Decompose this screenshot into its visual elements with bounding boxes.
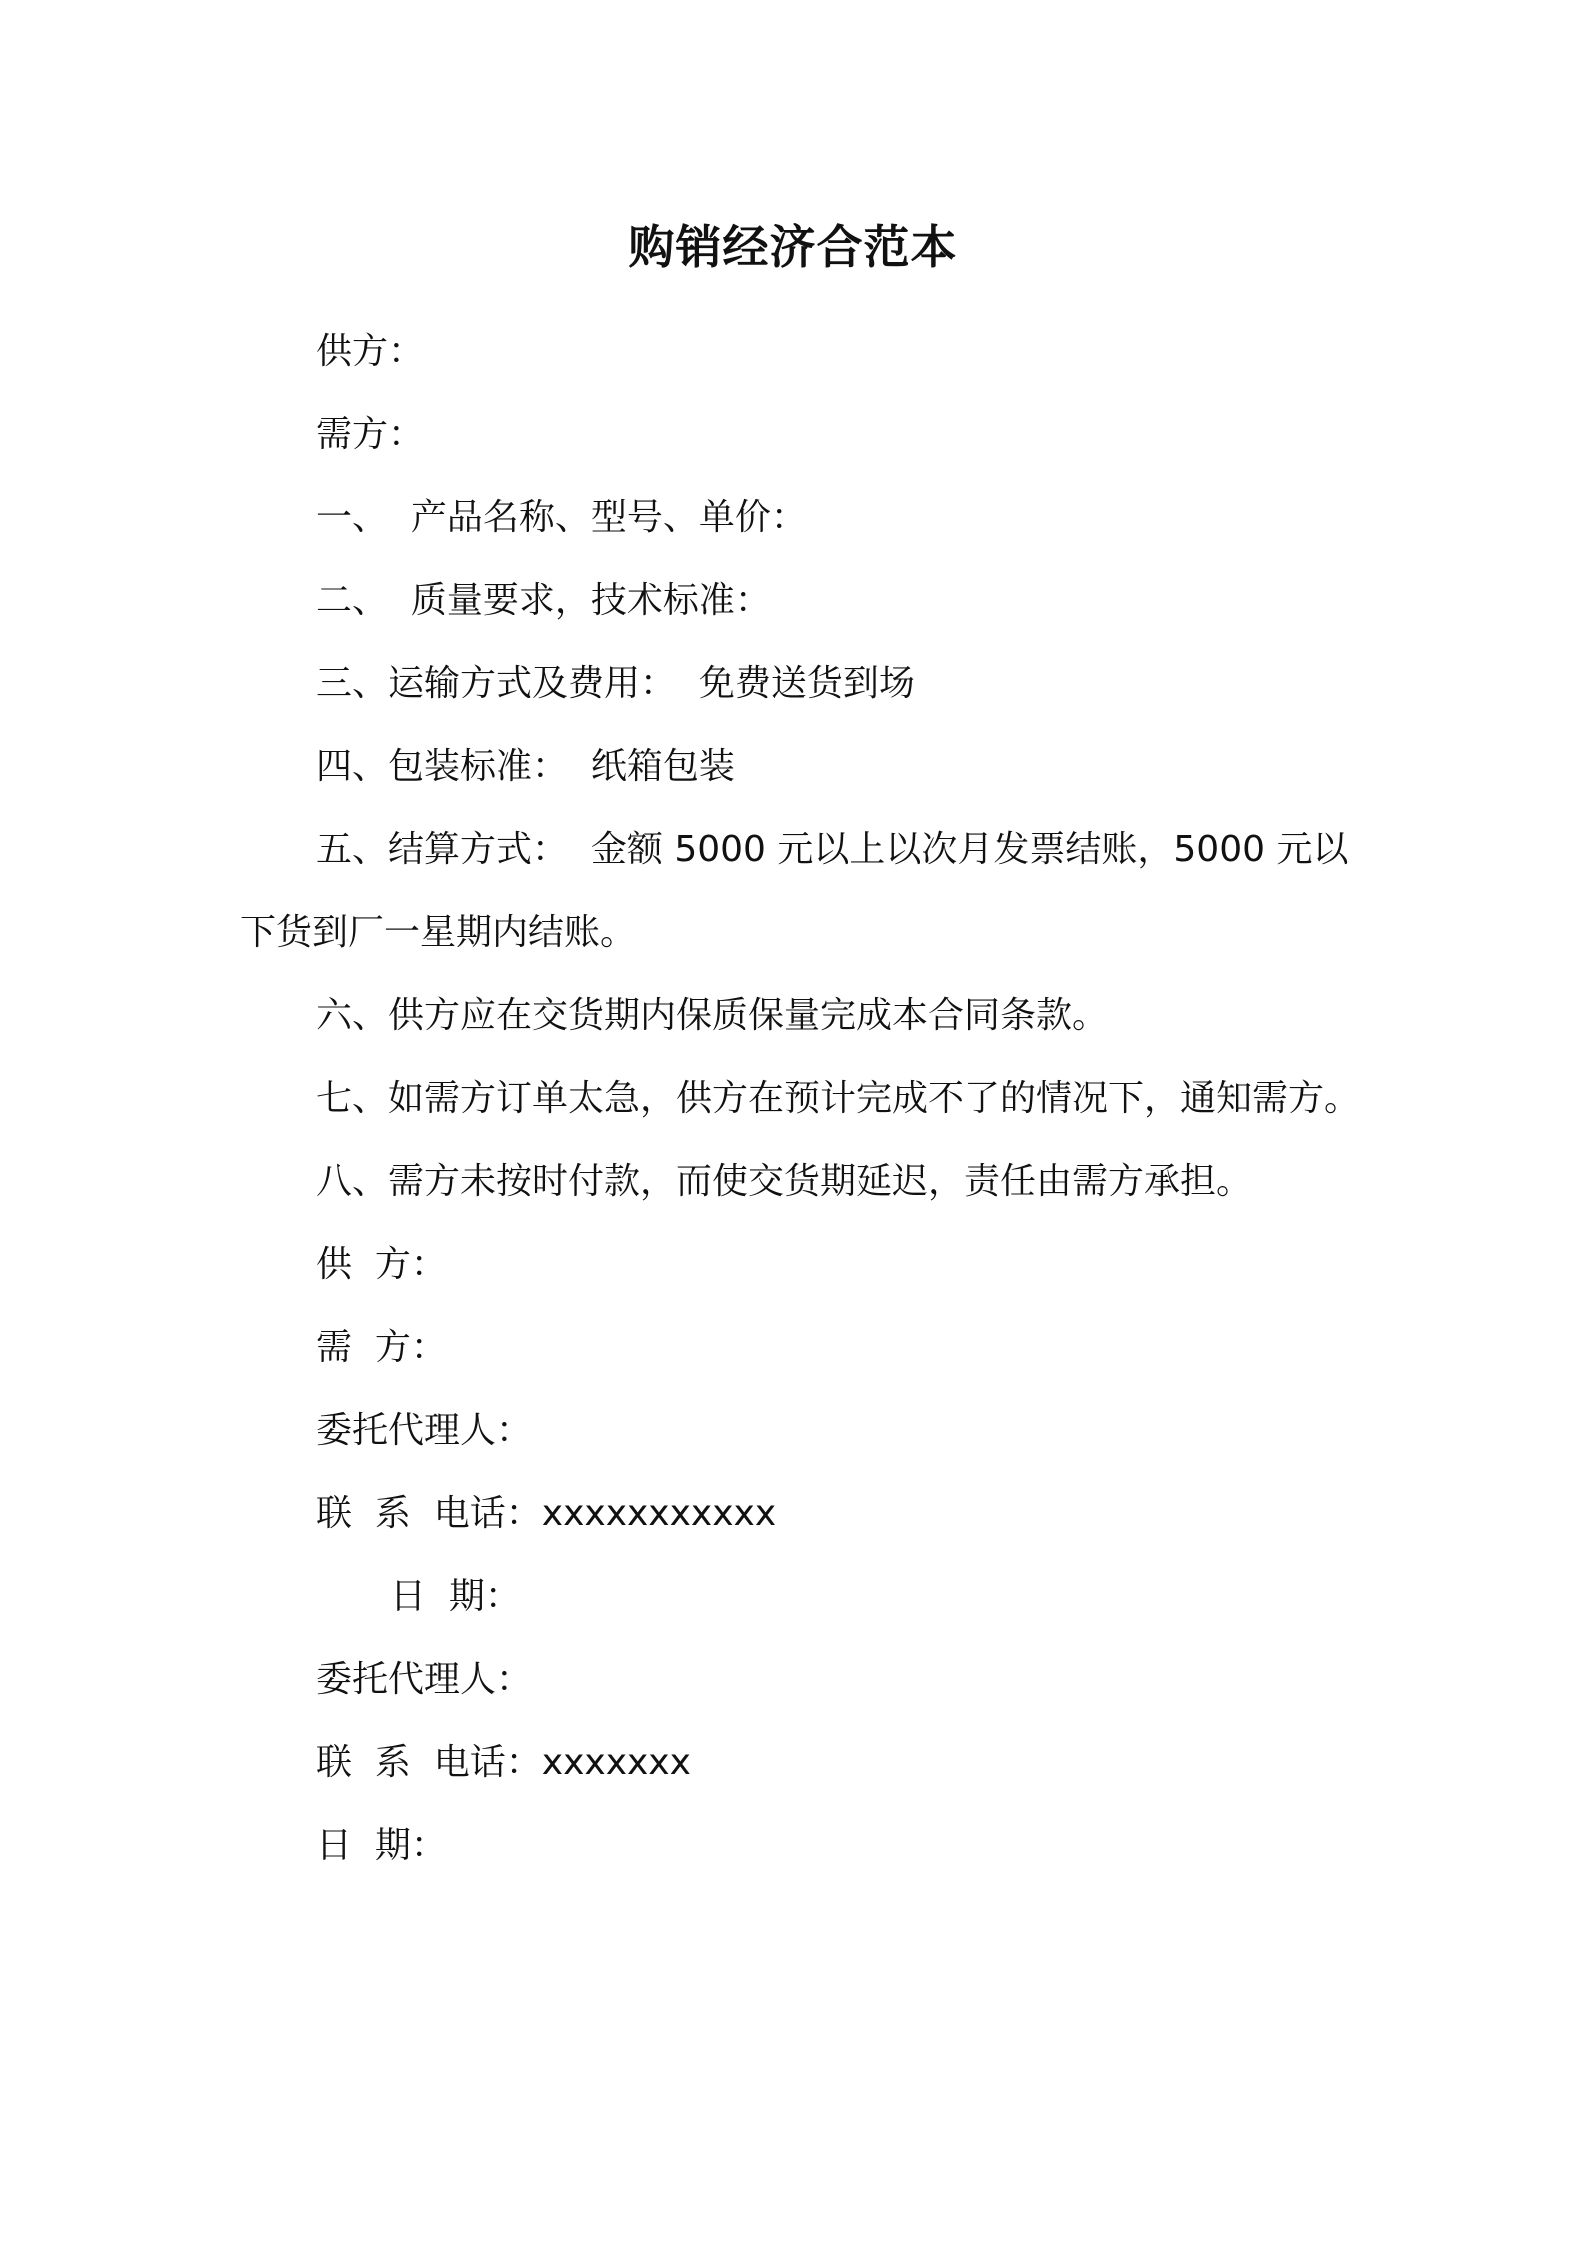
document-title: 购销经济合范本 — [628, 220, 958, 274]
date-label-1: 日 期： — [390, 1576, 521, 1617]
clause-3: 三、运输方式及费用： 免费送货到场 — [316, 663, 915, 704]
signature-buyer-label: 需 方： — [316, 1327, 447, 1368]
signature-supplier-label: 供 方： — [316, 1244, 447, 1285]
clause-7: 七、如需方订单太急，供方在预计完成不了的情况下，通知需方。 — [316, 1078, 1361, 1119]
clause-2: 二、 质量要求，技术标准： — [316, 580, 771, 621]
buyer-label: 需方： — [316, 414, 425, 455]
clause-6: 六、供方应在交货期内保质保量完成本合同条款。 — [316, 995, 1109, 1036]
agent-label-2: 委托代理人： — [316, 1659, 533, 1700]
clause-5-continued: 下货到厂一星期内结账。 — [240, 912, 637, 953]
clause-1: 一、 产品名称、型号、单价： — [316, 497, 807, 538]
supplier-label: 供方： — [316, 331, 425, 372]
date-label-2: 日 期： — [316, 1825, 447, 1866]
phone-line-1: 联 系 电话：xxxxxxxxxxx — [316, 1493, 777, 1534]
agent-label-1: 委托代理人： — [316, 1410, 533, 1451]
clause-4: 四、包装标准： 纸箱包装 — [316, 746, 735, 787]
phone-line-2: 联 系 电话：xxxxxxx — [316, 1742, 691, 1783]
clause-5: 五、结算方式： 金额 5000 元以上以次月发票结账，5000 元以 — [316, 829, 1349, 870]
clause-8: 八、需方未按时付款，而使交货期延迟，责任由需方承担。 — [316, 1161, 1253, 1202]
